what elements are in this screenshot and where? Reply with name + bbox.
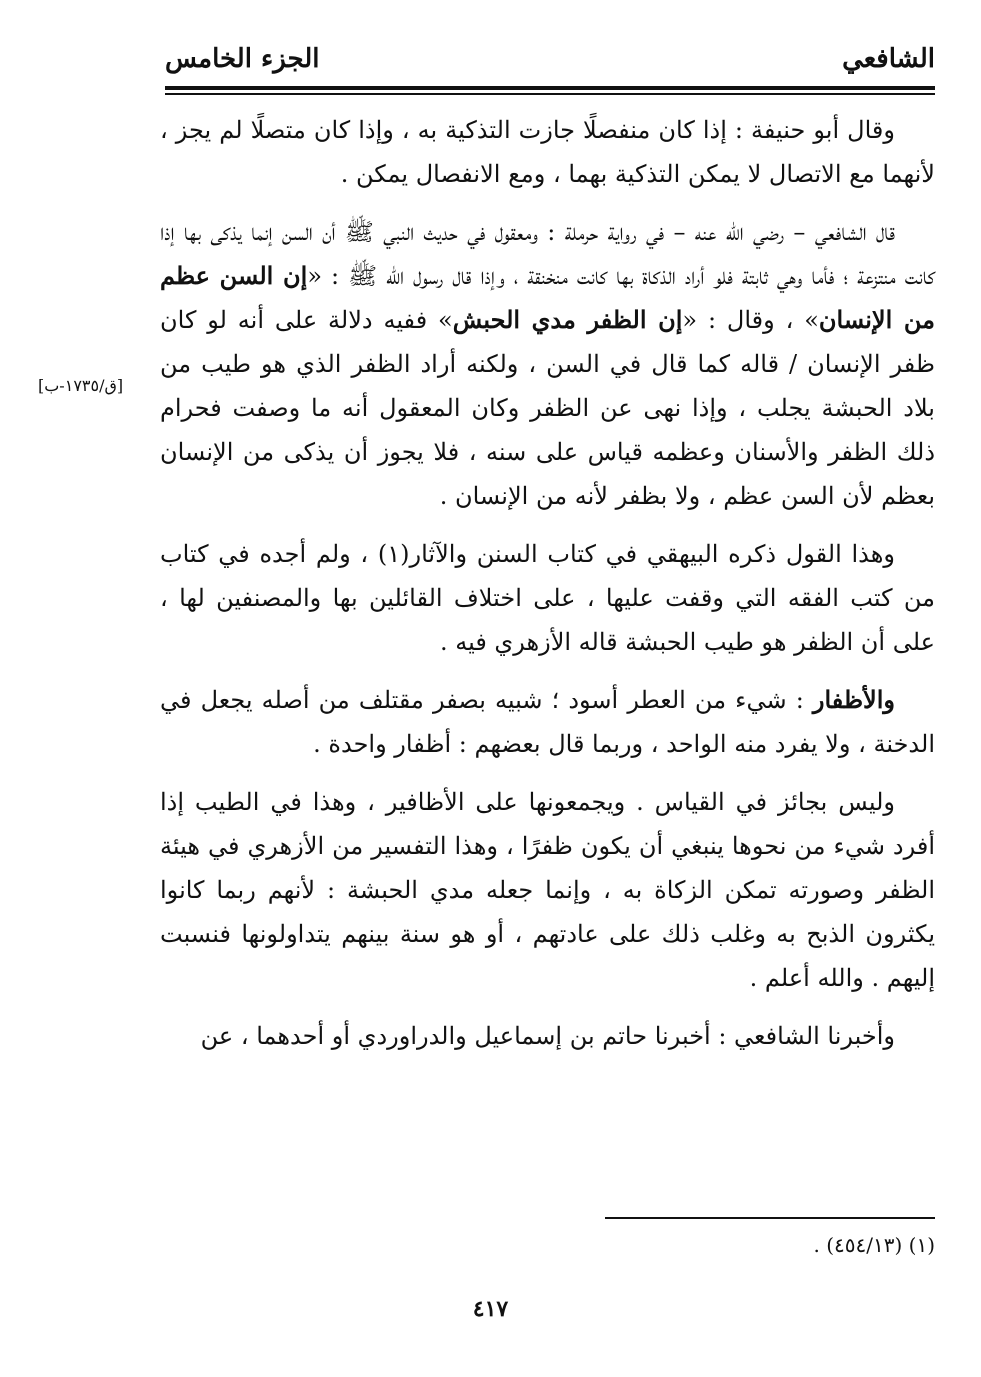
manuscript-folio-note: [ق/١٧٣٥-ب] [38,376,124,395]
paragraph [160,210,935,518]
main-text [160,108,935,1072]
header-rule-thin [165,93,935,95]
paragraph [160,678,935,766]
bold-phrase: إن السن عظم من الإنسان [160,261,936,334]
header-rule-thick [165,86,935,90]
text-run: وأخبرنا الشافعي : أخبرنا حاتم بن إسماعيل والدراوردي أو أحدهما ، عن [200,1022,895,1050]
paragraph [160,780,935,1000]
text-run: » ، وقال : « [682,306,819,334]
paragraph [160,532,935,664]
footnote-rule [605,1217,935,1219]
bold-phrase: والأظفار [812,685,895,714]
text-run: وهذا القول ذكره البيهقي في كتاب السنن والآثار(١) ، ولم أجده في كتاب من كتب الفقه التي وقفت عليها ، على اختلاف القائلين بها والمصنفين لها ، على أن الظفر هو طيب الحبشة قاله الأزهري فيه . [160,540,935,656]
text-run: : شيء من العطر أسود ؛ شبيه بصفر مقتلف من أصله يجعل في الدخنة ، ولا يفرد منه الواحد ، وربما قال بعضهم : أظفار واحدة . [160,686,935,758]
paragraph [160,1014,935,1058]
text-run: » ففيه دلالة على أنه لو كان ظفر الإنسان / قاله كما قال في السن ، ولكنه أراد الظفر الذي هو طيب من بلاد الحبشة يجلب ، وإذا نهى عن الظفر وكان المعقول أنه ما وصفت فحرام ذلك الظفر والأسنان وعظمه قياس على سنه ، فلا يجوز أن يذكى من الإنسان بعظم لأن السن عظم ، ولا بظفر لأنه من الإنسان . [160,306,935,510]
page-number: ٤١٧ [472,1296,509,1322]
running-header [165,44,935,84]
footnote: (١) (٤٥٤/١٣) . [813,1233,935,1257]
bold-phrase: إن الظفر مدي الحبش [452,305,683,334]
book-title: الشافعي [842,44,935,74]
text-run: وقال أبو حنيفة : إذا كان منفصلًا جازت التذكية به ، وإذا كان متصلًا لم يجز ، لأنهما مع الاتصال لا يمكن التذكية بهما ، ومع الانفصال يمكن . [160,116,935,188]
text-run: وليس بجائز في القياس . ويجمعونها على الأظافير ، وهذا في الطيب إذا أفرد شيء من نحوها ينبغي أن يكون ظفرًا ، وهذا التفسير من الأزهري في هيئة الظفر وصورته تمكن الزكاة به ، وإنما جعله مدي الحبشة : لأنهم ربما كانوا يكثرون الذبح به وغلب ذلك على عادتهم ، أو هو سنة بينهم يتداولونها فنسبت إليهم . والله أعلم . [160,788,935,992]
text-run: قال الشافعي – رضي الله عنه – في رواية حرملة : ومعقول في حديث النبي ﷺ أن السن إنما يذكى بها إذا كانت منتزعة ؛ فأما وهي ثابتة فلو أراد الذكاة بها كانت منخنقة ، وإذا قال رسول الله ﷺ : « [160,218,935,290]
paragraph [160,108,935,196]
volume-title: الجزء الخامس [165,44,320,74]
